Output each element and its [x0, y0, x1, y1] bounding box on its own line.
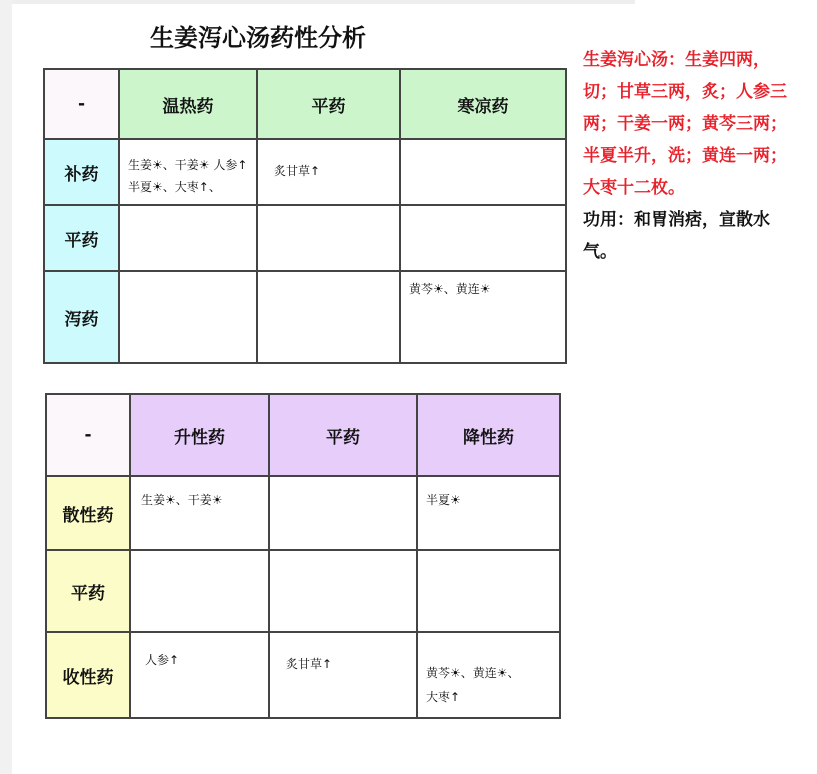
row-header-neutral: 平药 [44, 205, 119, 271]
column-header-cold: 寒凉药 [400, 69, 566, 139]
column-header-neutral: 平药 [269, 394, 417, 476]
table-cell [257, 271, 400, 363]
effect-text: 功用：和胃消痞，宣散水气。 [583, 210, 770, 262]
table-cell [269, 550, 417, 632]
column-header-warm: 温热药 [119, 69, 257, 139]
table-cell [130, 550, 269, 632]
row-header-tonic: 补药 [44, 139, 119, 205]
formula-text: 生姜泻心汤：生姜四两，切；甘草三两，炙；人参三两；干姜一两；黄芩三两；半夏半升，洗；黄连一两；大枣十二枚。 [583, 50, 787, 198]
table-cell [119, 205, 257, 271]
row-header-dispersing: 散性药 [46, 476, 130, 550]
table-cell: 黄芩☀、黄连☀、 大枣↑ [417, 632, 560, 718]
row-header-neutral: 平药 [46, 550, 130, 632]
table-cell: 炙甘草↑ [269, 632, 417, 718]
page-top-rule [12, 0, 635, 4]
warm-cold-table [43, 68, 567, 364]
table-cell: 生姜☀、干姜☀ [130, 476, 269, 550]
table2-corner: - [46, 394, 130, 476]
page-margin [0, 0, 12, 774]
ascend-descend-table [45, 393, 561, 719]
table1-corner: - [44, 69, 119, 139]
table-cell: 半夏☀ [417, 476, 560, 550]
table-cell [400, 205, 566, 271]
table-cell: 炙甘草↑ [257, 139, 400, 205]
table-cell [269, 476, 417, 550]
side-notes [583, 44, 798, 268]
row-header-purging: 泻药 [44, 271, 119, 363]
page-title: 生姜泻心汤药性分析 [150, 24, 366, 52]
table-cell [257, 205, 400, 271]
table-cell: 黄芩☀、黄连☀ [400, 271, 566, 363]
column-header-descending: 降性药 [417, 394, 560, 476]
table-cell [119, 271, 257, 363]
table-cell: 人参↑ [130, 632, 269, 718]
table-cell [400, 139, 566, 205]
table-cell [417, 550, 560, 632]
row-header-astringent: 收性药 [46, 632, 130, 718]
table-cell: 生姜☀、干姜☀ 人参↑ 半夏☀、大枣↑、 [119, 139, 257, 205]
column-header-ascending: 升性药 [130, 394, 269, 476]
column-header-neutral: 平药 [257, 69, 400, 139]
